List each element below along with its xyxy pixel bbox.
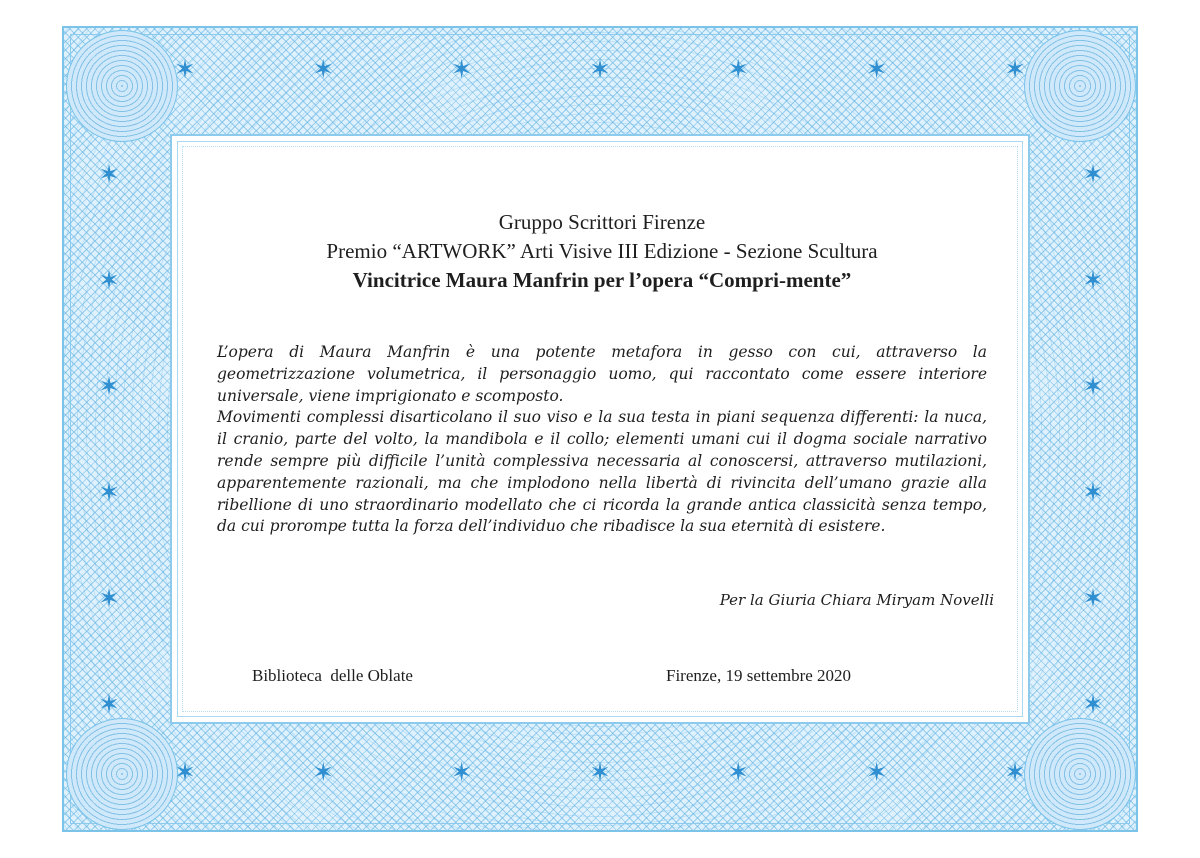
star-icon: ✶: [865, 758, 888, 788]
winner-line: Vincitrice Maura Manfrin per l’opera “Compri-mente”: [352, 268, 852, 292]
star-icon: ✶: [1004, 758, 1026, 788]
star-icon: ✶: [98, 690, 120, 720]
star-icon: ✶: [1004, 55, 1026, 85]
star-icon: ✶: [727, 758, 750, 788]
venue: Biblioteca delle Oblate: [252, 666, 413, 685]
star-icon: ✶: [312, 758, 335, 788]
award-title: Premio “ARTWORK” Arti Visive III Edizione - Sezione Scultura: [326, 239, 878, 263]
star-icon: ✶: [98, 584, 120, 614]
star-icon: ✶: [727, 55, 750, 85]
left-star-column: [94, 160, 124, 720]
star-icon: ✶: [1082, 372, 1104, 402]
jury-signature: Per la Giuria Chiara Miryam Novelli: [719, 591, 994, 609]
star-icon: ✶: [450, 758, 473, 788]
certificate-panel: [170, 134, 1030, 724]
star-icon: ✶: [589, 55, 611, 85]
bottom-star-row: [170, 758, 1030, 788]
corner-ornament-icon: [66, 30, 178, 142]
motivation-paragraph: L’opera di Maura Manfrin è una potente metafora in gesso con cui, attraverso la geometrizzazione volumetrica, il personaggio uomo, qui raccontato come essere interiore universale, viene imprigionato e scomposto.: [217, 343, 987, 405]
star-icon: ✶: [589, 758, 611, 788]
motivation-paragraph: Movimenti complessi disarticolano il suo viso e la sua testa in piani sequenza differenti: la nuca, il cranio, parte del volto, la mandibola e il collo; elementi umani cui il dogma sociale narrativo rende sempre più difficile l’unità complessiva necessaria al conoscersi, attraverso mutilazioni, apparentemente razionali, ma che implodono nella libertà di rivincita dell’umano grazie alla ribellione di uno straordinario modellato che ci ricorda la grande antica classicità senza tempo, da cui prorompe tutta la forza dell’individuo che ribadisce la sua eternità di esistere.: [217, 408, 987, 536]
star-icon: ✶: [1082, 160, 1104, 190]
star-icon: ✶: [312, 55, 335, 85]
certificate-heading: [172, 208, 1032, 295]
motivation-text: [217, 342, 987, 538]
star-icon: ✶: [450, 55, 473, 85]
right-star-column: [1078, 160, 1108, 720]
star-icon: ✶: [174, 758, 196, 788]
star-icon: ✶: [1082, 584, 1104, 614]
star-icon: ✶: [98, 160, 120, 190]
star-icon: ✶: [98, 372, 120, 402]
corner-ornament-icon: [1024, 30, 1136, 142]
place-date: Firenze, 19 settembre 2020: [666, 666, 852, 685]
star-icon: ✶: [1082, 478, 1104, 508]
star-icon: ✶: [174, 55, 196, 85]
star-icon: ✶: [98, 478, 120, 508]
corner-ornament-icon: [1024, 718, 1136, 830]
organization-name: Gruppo Scrittori Firenze: [498, 210, 706, 234]
top-star-row: [170, 55, 1030, 85]
star-icon: ✶: [98, 266, 120, 296]
corner-ornament-icon: [66, 718, 178, 830]
star-icon: ✶: [865, 55, 888, 85]
star-icon: ✶: [1082, 690, 1104, 720]
star-icon: ✶: [1082, 266, 1104, 296]
